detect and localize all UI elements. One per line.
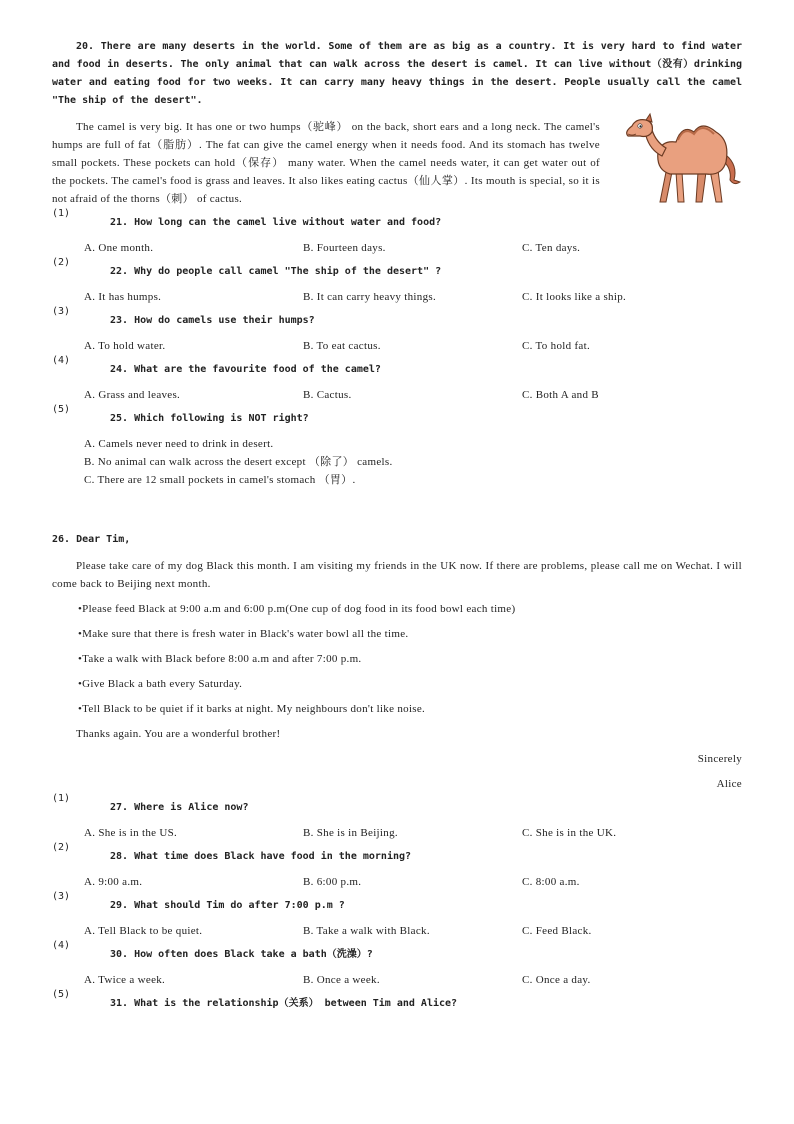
option-c[interactable]: C. Feed Black. [522,925,592,937]
option-a[interactable]: A. She is in the US. [84,827,178,839]
question-block [52,989,742,1013]
option-a[interactable]: A. 9:00 a.m. [84,876,143,888]
option-c[interactable]: C. There are 12 small pockets in camel's stomach （胃）. [84,474,356,486]
question-text: 22. Why do people call camel "The ship of the desert" ? [110,266,442,277]
question-block [52,842,742,891]
question-text: 21. How long can the camel live without water and food? [110,217,442,228]
option-a[interactable]: A. Tell Black to be quiet. [84,925,203,937]
question-text: 27. Where is Alice now? [110,802,249,813]
option-a[interactable]: A. Twice a week. [84,974,166,986]
option-a[interactable]: A. One month. [84,242,154,254]
answer-options [84,386,742,404]
camel-questions [52,208,742,489]
option-c[interactable]: C. Ten days. [522,242,581,254]
letter-heading: 26. Dear Tim, [52,534,131,545]
instruction-item: •Please feed Black at 9:00 a.m and 6:00 p.m(One cup of dog food in its food bowl each time) [78,603,516,615]
question-number: (3) [52,306,71,317]
question-number: (5) [52,989,71,1000]
question-block [52,257,742,306]
letter-questions [52,793,742,1013]
option-b[interactable]: B. 6:00 p.m. [303,876,362,888]
option-b[interactable]: B. Cactus. [303,389,352,401]
question-text: 29. What should Tim do after 7:00 p.m ? [110,900,345,911]
option-c[interactable]: C. It looks like a ship. [522,291,627,303]
instruction-item: •Give Black a bath every Saturday. [78,678,243,690]
letter-instructions [52,600,742,718]
answer-options [84,971,742,989]
reading-intro: 20. There are many deserts in the world. Some of them are as big as a country. It is very hard to find water and food in deserts. The only animal that can walk across the desert is camel. It can live without（没有）drinking water and eating food for two weeks. It can carry many heavy things in the desert. People usually call the camel "The ship of the desert". [52,41,742,106]
instruction-item: •Take a walk with Black before 8:00 a.m and after 7:00 p.m. [78,653,362,665]
option-b[interactable]: B. Once a week. [303,974,380,986]
camel-passage: The camel is very big. It has one or two humps（驼峰） on the back, short ears and a long neck. The camel's humps are full of fat（脂肪）. The fat can give the camel energy when it needs food. And its stomach has twelve small pockets. These pockets can hold（保存） many water. When the camel needs water, it can get water out of the pockets. The camel's food is grass and leaves. It also likes eating cactus（仙人掌）. Its mouth is special, so it is not afraid of the thorns（刺） of cactus. [52,121,600,205]
answer-options [84,435,742,489]
letter-thanks: Thanks again. You are a wonderful brother! [76,728,281,740]
option-c[interactable]: C. Once a day. [522,974,591,986]
question-block [52,940,742,989]
answer-options [84,824,742,842]
question-number: (1) [52,208,71,219]
question-number: (3) [52,891,71,902]
question-text: 25. Which following is NOT right? [110,413,309,424]
option-b[interactable]: B. It can carry heavy things. [303,291,437,303]
question-block [52,306,742,355]
answer-options [84,288,742,306]
option-b[interactable]: B. No animal can walk across the desert except （除了） camels. [84,456,393,468]
document-page [52,38,742,1013]
question-number: (4) [52,355,71,366]
question-block [52,208,742,257]
question-block [52,404,742,489]
question-number: (2) [52,842,71,853]
answer-options [84,239,742,257]
answer-options [84,337,742,355]
question-text: 30. How often does Black take a bath（洗澡）? [110,949,373,960]
question-text: 24. What are the favourite food of the camel? [110,364,381,375]
option-a[interactable]: A. Camels never need to drink in desert. [84,438,274,450]
question-number: (4) [52,940,71,951]
option-a[interactable]: A. Grass and leaves. [84,389,181,401]
option-b[interactable]: B. Take a walk with Black. [303,925,430,937]
option-b[interactable]: B. She is in Beijing. [303,827,398,839]
camel-illustration-icon [606,110,746,210]
option-a[interactable]: A. To hold water. [84,340,166,352]
question-block [52,355,742,404]
answer-options [84,922,742,940]
option-b[interactable]: B. Fourteen days. [303,242,386,254]
option-c[interactable]: C. Both A and B [522,389,599,401]
question-number: (1) [52,793,71,804]
letter-closing: Sincerely [697,753,742,765]
question-text: 31. What is the relationship（关系） between Tim and Alice? [110,998,458,1009]
instruction-item: •Tell Black to be quiet if it barks at night. My neighbours don't like noise. [78,703,426,715]
instruction-item: •Make sure that there is fresh water in Black's water bowl all the time. [78,628,409,640]
option-c[interactable]: C. To hold fat. [522,340,590,352]
question-number: (5) [52,404,71,415]
option-a[interactable]: A. It has humps. [84,291,162,303]
question-text: 23. How do camels use their humps? [110,315,315,326]
answer-options [84,873,742,891]
question-number: (2) [52,257,71,268]
letter-signature: Alice [716,778,742,790]
question-text: 28. What time does Black have food in the morning? [110,851,412,862]
camel-passage-block [52,118,742,208]
option-c[interactable]: C. She is in the UK. [522,827,617,839]
question-block [52,891,742,940]
letter-body: Please take care of my dog Black this month. I am visiting my friends in the UK now. If there are problems, please call me on Wechat. I will come back to Beijing next month. [52,560,742,590]
option-b[interactable]: B. To eat cactus. [303,340,381,352]
option-c[interactable]: C. 8:00 a.m. [522,876,580,888]
question-block [52,793,742,842]
